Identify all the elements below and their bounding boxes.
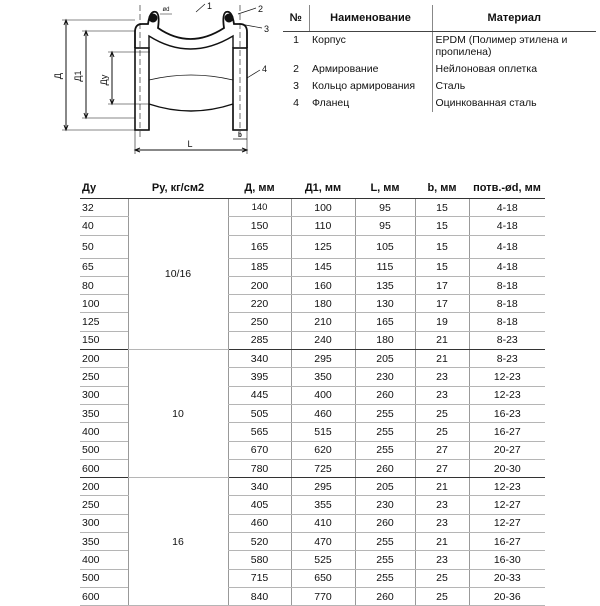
- cell-l: 255: [355, 404, 415, 422]
- cell-d: 340: [228, 478, 291, 496]
- header-d: Д, мм: [228, 178, 291, 199]
- cell-holes: 8-18: [469, 313, 545, 331]
- header-b: b, мм: [415, 178, 469, 199]
- cell-l: 105: [355, 235, 415, 258]
- cell-l: 205: [355, 478, 415, 496]
- cell-dn: 200: [80, 350, 128, 368]
- cell-holes: 12-27: [469, 514, 545, 532]
- cell-d1: 110: [291, 217, 355, 235]
- cell-d1: 725: [291, 459, 355, 477]
- cell-d: 340: [228, 350, 291, 368]
- table-row: [80, 350, 545, 368]
- cell-d: 165: [228, 235, 291, 258]
- cell-d: 185: [228, 258, 291, 276]
- cell-holes: 12-23: [469, 478, 545, 496]
- cell-d: 445: [228, 386, 291, 404]
- cell-l: 255: [355, 423, 415, 441]
- cell-l: 95: [355, 217, 415, 235]
- cell-l: 260: [355, 386, 415, 404]
- header-d1: Д1, мм: [291, 178, 355, 199]
- cell-d: 520: [228, 533, 291, 551]
- cell-l: 255: [355, 441, 415, 459]
- cell-dn: 40: [80, 217, 128, 235]
- cell-l: 260: [355, 514, 415, 532]
- cell-l: 165: [355, 313, 415, 331]
- header-dn: Ду: [80, 178, 128, 199]
- cell-l: 130: [355, 295, 415, 313]
- cell-b: 15: [415, 258, 469, 276]
- header-l: L, мм: [355, 178, 415, 199]
- cell-d: 220: [228, 295, 291, 313]
- materials-name: Кольцо армирования: [312, 80, 416, 92]
- cell-l: 135: [355, 276, 415, 294]
- cell-holes: 4-18: [469, 217, 545, 235]
- body-inner: [149, 36, 233, 49]
- cell-b: 17: [415, 276, 469, 294]
- callout-4: 4: [262, 64, 268, 74]
- cell-dn: 250: [80, 496, 128, 514]
- materials-header-name: Наименование: [309, 5, 432, 32]
- materials-name: Корпус: [312, 34, 346, 46]
- cell-py: 16: [128, 478, 228, 606]
- cell-holes: 4-18: [469, 199, 545, 217]
- cell-b: 23: [415, 514, 469, 532]
- label-od: ød: [162, 7, 170, 13]
- materials-name: Фланец: [312, 97, 350, 109]
- cell-dn: 100: [80, 295, 128, 313]
- cell-b: 15: [415, 199, 469, 217]
- cell-b: 21: [415, 533, 469, 551]
- cell-l: 115: [355, 258, 415, 276]
- cell-dn: 350: [80, 404, 128, 422]
- dimensions-table: [80, 178, 545, 606]
- cell-holes: 8-18: [469, 295, 545, 313]
- cell-b: 27: [415, 441, 469, 459]
- cell-py: 10/16: [128, 199, 228, 350]
- cell-l: 230: [355, 368, 415, 386]
- cell-dn: 600: [80, 587, 128, 605]
- cell-holes: 20-36: [469, 587, 545, 605]
- cell-b: 23: [415, 368, 469, 386]
- materials-material: Оцинкованная сталь: [432, 95, 596, 112]
- cell-dn: 300: [80, 514, 128, 532]
- materials-num: 2: [293, 63, 299, 75]
- cell-b: 15: [415, 217, 469, 235]
- joint-drawing: [0, 0, 285, 160]
- cell-l: 260: [355, 587, 415, 605]
- cell-l: 255: [355, 551, 415, 569]
- cell-dn: 300: [80, 386, 128, 404]
- materials-name: Армирование: [312, 63, 379, 75]
- cell-dn: 150: [80, 331, 128, 349]
- cell-holes: 16-27: [469, 423, 545, 441]
- cell-d1: 410: [291, 514, 355, 532]
- materials-num: 3: [293, 80, 299, 92]
- cell-dn: 500: [80, 441, 128, 459]
- cell-d1: 295: [291, 478, 355, 496]
- cell-d1: 100: [291, 199, 355, 217]
- cell-py: 10: [128, 350, 228, 478]
- cell-d: 150: [228, 217, 291, 235]
- cell-d1: 470: [291, 533, 355, 551]
- header-py: Ру, кг/см2: [128, 178, 228, 199]
- cell-d: 250: [228, 313, 291, 331]
- cell-holes: 16-30: [469, 551, 545, 569]
- cell-d1: 650: [291, 569, 355, 587]
- cell-holes: 4-18: [469, 258, 545, 276]
- cell-b: 25: [415, 404, 469, 422]
- cell-l: 180: [355, 331, 415, 349]
- cell-d1: 355: [291, 496, 355, 514]
- materials-header-row: [283, 5, 596, 32]
- cell-d1: 125: [291, 235, 355, 258]
- cell-d: 285: [228, 331, 291, 349]
- cell-dn: 500: [80, 569, 128, 587]
- cell-d1: 770: [291, 587, 355, 605]
- cell-b: 23: [415, 496, 469, 514]
- cell-dn: 50: [80, 235, 128, 258]
- cell-b: 25: [415, 569, 469, 587]
- cell-holes: 4-18: [469, 235, 545, 258]
- cell-b: 21: [415, 331, 469, 349]
- materials-num: 1: [293, 34, 299, 46]
- cell-d: 200: [228, 276, 291, 294]
- cell-d1: 160: [291, 276, 355, 294]
- callout-2: 2: [258, 4, 264, 14]
- materials-row: [283, 95, 596, 112]
- header-holes: потв.-ød, мм: [469, 178, 545, 199]
- cell-d1: 400: [291, 386, 355, 404]
- cell-d1: 295: [291, 350, 355, 368]
- cell-b: 21: [415, 350, 469, 368]
- materials-header-material: Материал: [432, 5, 596, 32]
- cell-holes: 12-23: [469, 386, 545, 404]
- cell-dn: 65: [80, 258, 128, 276]
- cell-dn: 32: [80, 199, 128, 217]
- materials-material: Нейлоновая оплетка: [432, 61, 596, 78]
- cell-d1: 525: [291, 551, 355, 569]
- cell-d1: 460: [291, 404, 355, 422]
- cell-l: 230: [355, 496, 415, 514]
- callout-1: 1: [207, 1, 213, 11]
- materials-material: EPDM (Полимер этилена и пропилена): [432, 32, 596, 62]
- table-row: [80, 478, 545, 496]
- cell-dn: 250: [80, 368, 128, 386]
- cell-holes: 8-23: [469, 331, 545, 349]
- label-l: L: [187, 139, 193, 149]
- cell-d1: 210: [291, 313, 355, 331]
- cell-d: 565: [228, 423, 291, 441]
- cell-dn: 80: [80, 276, 128, 294]
- cell-dn: 350: [80, 533, 128, 551]
- cell-d: 460: [228, 514, 291, 532]
- cell-d: 780: [228, 459, 291, 477]
- label-d: Д: [53, 72, 63, 80]
- materials-row: [283, 61, 596, 78]
- cell-d: 505: [228, 404, 291, 422]
- cell-holes: 12-23: [469, 368, 545, 386]
- cell-d: 670: [228, 441, 291, 459]
- materials-row: [283, 32, 596, 62]
- label-dy: Ду: [99, 74, 109, 86]
- cell-l: 255: [355, 533, 415, 551]
- cell-b: 23: [415, 551, 469, 569]
- cell-d: 580: [228, 551, 291, 569]
- cell-b: 15: [415, 235, 469, 258]
- cell-d1: 620: [291, 441, 355, 459]
- cell-b: 17: [415, 295, 469, 313]
- cell-holes: 20-30: [469, 459, 545, 477]
- cell-l: 255: [355, 569, 415, 587]
- dimensions-header-row: [80, 178, 545, 199]
- cell-b: 23: [415, 386, 469, 404]
- callout-3: 3: [264, 24, 270, 34]
- ring-right: [225, 14, 233, 22]
- table-row: [80, 199, 545, 217]
- cell-d1: 350: [291, 368, 355, 386]
- cell-b: 19: [415, 313, 469, 331]
- cell-d1: 180: [291, 295, 355, 313]
- cell-b: 21: [415, 478, 469, 496]
- label-b: b: [238, 132, 242, 139]
- cell-holes: 16-27: [469, 533, 545, 551]
- cell-b: 25: [415, 587, 469, 605]
- materials-material: Сталь: [432, 78, 596, 95]
- ring-left: [149, 14, 157, 22]
- cell-d1: 240: [291, 331, 355, 349]
- cell-d: 405: [228, 496, 291, 514]
- cell-holes: 8-18: [469, 276, 545, 294]
- cell-d1: 145: [291, 258, 355, 276]
- cell-d: 715: [228, 569, 291, 587]
- cell-d: 140: [228, 199, 291, 217]
- cell-b: 27: [415, 459, 469, 477]
- materials-row: [283, 78, 596, 95]
- cell-holes: 20-33: [469, 569, 545, 587]
- cell-holes: 20-27: [469, 441, 545, 459]
- cell-d: 395: [228, 368, 291, 386]
- materials-num: 4: [293, 97, 299, 109]
- left-flange: [135, 48, 149, 130]
- cell-dn: 200: [80, 478, 128, 496]
- cell-b: 25: [415, 423, 469, 441]
- cell-l: 205: [355, 350, 415, 368]
- cell-holes: 12-27: [469, 496, 545, 514]
- cell-d1: 515: [291, 423, 355, 441]
- materials-table: [283, 5, 596, 112]
- cell-l: 95: [355, 199, 415, 217]
- cell-dn: 400: [80, 423, 128, 441]
- cell-dn: 400: [80, 551, 128, 569]
- cell-holes: 8-23: [469, 350, 545, 368]
- cell-dn: 600: [80, 459, 128, 477]
- cell-d: 840: [228, 587, 291, 605]
- cell-dn: 125: [80, 313, 128, 331]
- label-d1: Д1: [73, 70, 83, 82]
- materials-header-num: №: [283, 5, 309, 32]
- cell-holes: 16-23: [469, 404, 545, 422]
- cell-l: 260: [355, 459, 415, 477]
